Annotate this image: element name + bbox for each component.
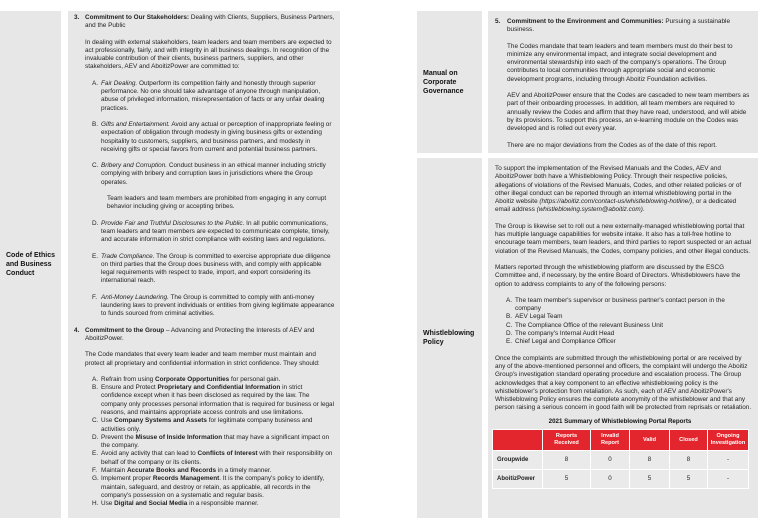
text-run: Pursuing a sustainable business. [507,18,731,34]
list-marker: A. [506,296,513,304]
list-item [92,162,335,187]
list-marker: 5. [495,18,501,25]
list-item [495,18,752,35]
list-item [74,14,335,31]
paragraph [495,264,752,289]
text-run: with their responsibility on behalf of the company or its clients. [101,450,333,466]
table-header-cell: Valid [630,430,670,451]
list-marker: G. [92,475,99,483]
text-run: for personal gain. [229,375,281,383]
text-run: Fair Dealing. [101,79,138,87]
list-marker: F. [92,467,97,475]
table-value-cell: 8 [630,451,670,470]
paragraph [507,142,752,150]
table-value-cell: 5 [630,470,670,489]
text-run: Misuse of Inside Information [135,433,223,441]
text-run: Team leaders and team members are prohibited from engaging in any corrupt behavior including giving or accepting bribes. [107,195,327,211]
text-run: Use [101,417,115,425]
list-marker: F. [92,293,97,301]
paragraph [495,223,752,256]
text-run: Outperform its competition fairly and honestly through superior performance. No one should take advantage of anyone through manipulation, abuse of privileged information, misrepresentation of facts or any unfair dealing practices. [101,79,325,112]
text-run: Maintain [101,467,127,475]
text-run: that may have a significant impact on the company. [101,433,330,450]
list-marker: E. [506,338,513,346]
paragraph [107,195,335,212]
list-item [92,80,335,113]
text-run: in strict confidence except when it has been disclosed as required by the law. The company only processes personal information that is required for business or legal reasons, and maintains appropriate access controls and use limitations. [101,384,335,416]
text-run: Avoid any actual or perception of inappropriate feeling or expectation of obligation through modesty in giving business gifts or extending hospitality to customers, suppliers, and business partners, and modesty in receiving gifts or special favors from current and potential business partners. [101,120,332,153]
list-item [92,467,335,475]
text-run: Conflicts of Interest [197,450,258,458]
text-run: (https://aboitiz.com/contact-us/whistleblowing-hotline/) [539,198,693,206]
list-item [92,475,335,500]
list-marker: H. [92,500,99,508]
list-item [506,338,752,346]
text-run: Commitment to the Group [85,326,165,334]
text-run: To support the implementation of the Revised Manuals and the Codes, AEV and AboitizPower both have a Whistleblowing Policy. Through their respective policies, allegations of violations of the Revised Manuals, Codes, and other related policies or of other illegal conduct can be reported through an internal whistleblowing portal in the Aboitiz website [495,165,742,206]
text-run: The Compliance Office of the relevant Business Unit [515,321,664,329]
table-header-cell: Closed [670,430,708,451]
section-label-whistleblowing-policy [417,158,482,518]
list-marker: E. [92,252,99,260]
text-run: Commitment to Our Stakeholders: [85,14,190,21]
table-value-cell: 8 [543,451,591,470]
text-run: Proprietary and Confidential Information [157,384,281,392]
paragraph [507,43,752,84]
text-run: in a responsible manner. [187,500,259,508]
manual-on-corporate-governance-content [488,11,758,153]
text-run: Bribery and Corruption. [101,162,168,170]
text-run: The Codes mandate that team leaders and team members must do their best to minimize any environmental impact, and integrate social development and environmental stewardship into each of the company's operations. The Group contributes to local communities through appropriate social and economic development programs, including through Aboitiz Foundation activities. [507,42,733,83]
list-marker: D. [92,433,99,441]
table-value-cell: - [708,451,749,470]
table-header-cell: Invalid Report [591,430,630,451]
text-run: Chief Legal and Compliance Officer [515,338,616,346]
text-run: Provide Fair and Truthful Disclosures to the Public. [101,219,245,227]
text-run: Commitment to the Environment and Communities: [507,18,664,25]
text-run: Dealing with Clients, Suppliers, Business Partners, and the Public [85,14,335,30]
text-run: Trade Compliance. [101,252,155,260]
list-marker: C. [506,321,513,329]
text-run: (whistleblowing.system@aboitiz.com) [536,206,643,214]
text-run: The Code mandates that every team leader and team member must maintain and protect all proprietary and confidential information in strict confidence. They should: [85,351,320,367]
text-run: . [642,206,645,214]
text-run: The company's Internal Audit Head [515,330,615,338]
whistleblowing-paragraphs [495,165,752,413]
table-value-cell: 0 [591,451,630,470]
section-label-manual-on-corporate-governance [417,11,482,153]
paragraph [85,39,335,72]
list-item [92,417,335,434]
list-marker: C. [92,417,99,425]
text-run: , or a dedicated email address [495,198,737,214]
report-table-title: 2021 Summary of Whistleblowing Portal Reports [548,417,692,425]
text-run: There are no major deviations from the Codes as of the date of this report. [507,141,717,149]
list-marker: 3. [74,14,80,21]
text-run: Once the complaints are submitted through the whistleblowing portal or are received by any of the above-mentioned personnel and officers, the complaint will undergo the Aboitiz Group's investigation standard operating procedure and escalation process. The Group acknowledges that a key component to an effective whistleblowing policy is the whistleblower's protection from retaliation. As such, each of AEV and AboitizPower's Whistleblowing Policy ensures the complete anonymity of the whistleblower and that any person raising a serious concern in good faith will be protected from reprisals or retaliation. [495,354,752,412]
table-header-cell [493,430,543,451]
text-run: Avoid any activity that can lead to [101,450,198,458]
list-marker: C. [92,162,99,170]
table-row [493,451,749,470]
list-marker: B. [92,384,99,392]
table-value-cell: 5 [543,470,591,489]
text-run: In dealing with external stakeholders, team leaders and team members are expected to act professionally, fairly, and with integrity in all business dealings. In recognition of the invaluable contribution of their clients, business partners, suppliers, and other stakeholders, AEV and AboitizPower are committed to: [85,38,332,71]
list-item [506,313,752,321]
list-item [92,384,335,417]
text-run: Company Systems and Assets [114,417,207,425]
text-run: Accurate Books and Records [126,467,217,475]
text-run: Digital and Social Media [114,500,188,508]
text-run: . It is the company's policy to identify, maintain, safeguard, and destroy or retain, as applicable, all records in the company's possession on a systematic and regular basis. [101,475,325,499]
list-item [92,220,335,245]
list-item [92,434,335,451]
list-item [92,500,335,508]
table-value-cell: - [708,470,749,489]
text-run: Matters reported through the whistleblowing platform are discussed by the ESCG Committee and, if necessary, by the entire Board of Directors. Whistleblowers have the option to address complaints to any of the following persons: [495,263,741,288]
section-label-text: Manual on Corporate Governance [423,69,464,95]
table-row-label: Groupwide [493,451,543,470]
text-run: AEV and AboitizPower ensure that the Codes are cascaded to new team members as part of their onboarding processes. In addition, all team members are required to annually review the Codes and affirm that they have read, understood, and will abide by its provisions. To support this process, an e-learning module on the Codes was developed and is rolled out every year. [507,92,750,133]
list-item [92,294,335,319]
text-run: Use [101,500,115,508]
list-marker: B. [506,313,513,321]
report-table [492,429,749,489]
text-run: Anti-Money Laundering. [101,293,169,301]
text-run: Records Management [152,475,220,483]
list-marker: A. [92,79,99,87]
list-marker: D. [506,330,513,338]
code-of-ethics-content [68,11,340,518]
table-value-cell: 5 [670,470,708,489]
list-item [92,253,335,286]
whistleblowing-policy-content [488,158,758,518]
list-item [74,327,335,344]
paragraph [495,355,752,413]
text-run: – Advancing and Protecting the Interests of AEV and AboitizPower. [85,326,315,342]
list-marker: B. [92,120,99,128]
text-run: Implement proper [101,475,153,483]
list-item [506,297,752,314]
text-run: Gifts and Entertainment. [101,120,170,128]
text-run: The team member's supervisor or business partner's contact person in the company [515,296,725,313]
text-run: The Group is likewise set to roll out a new externally-managed whistleblowing portal that has multiple language capabilities for website intake. It also has a toll-free hotline to encourage team members, team leaders, and third parties to report suspected or an actual violation of the Revised Manuals, the Codes, company policies, and other illegal conducts. [495,222,752,255]
table-header-cell: Reports Received [543,430,591,451]
paragraph [85,351,335,368]
text-run: In all public communications, team leaders and team members are expected to communicate complete, timely, and accurate information in strict compliance with existing laws and regulations. [101,219,330,244]
section-label-text: Code of Ethics and Business Conduct [6,252,56,277]
table-value-cell: 0 [591,470,630,489]
text-run: Prevent the [101,433,136,441]
list-item [506,322,752,330]
text-run: for legitimate company business and activities only. [101,417,313,433]
list-item [92,121,335,154]
list-item [92,450,335,467]
list-marker: D. [92,219,99,227]
text-run: Refrain from using [101,375,155,383]
table-row [493,470,749,489]
section-label-text: Whistleblowing Policy [423,330,475,346]
table-value-cell: 8 [670,451,708,470]
paragraph [507,92,752,133]
list-marker: 4. [74,326,80,334]
whistleblowing-report-table [492,418,748,489]
list-marker: A. [92,375,99,383]
text-run: The Group is committed to exercise appropriate due diligence on third parties that the Group does business with, and comply with applicable legal requirements with respect to trade, import, and export considering its international reach. [101,252,331,285]
table-header-cell: Ongoing Investigation [708,430,749,451]
list-item [92,376,335,384]
text-run: The Group is committed to comply with anti-money laundering laws to prevent individuals or entities from giving legitimate appearance to funds sourced from criminal activities. [101,293,335,318]
text-run: in a timely manner. [216,467,272,475]
text-run: Conduct business in an ethical manner including strictly complying with bribery and corruption laws in jurisdictions where the Group operates. [101,162,326,186]
list-marker: E. [92,450,99,458]
paragraph [495,165,752,215]
table-row-label: AboitizPower [493,470,543,489]
text-run: Ensure and Protect [101,384,158,392]
text-run: Corporate Opportunities [155,375,230,383]
list-item [506,330,752,338]
text-run: AEV Legal Team [515,313,563,321]
section-label-code-of-ethics [0,11,61,518]
